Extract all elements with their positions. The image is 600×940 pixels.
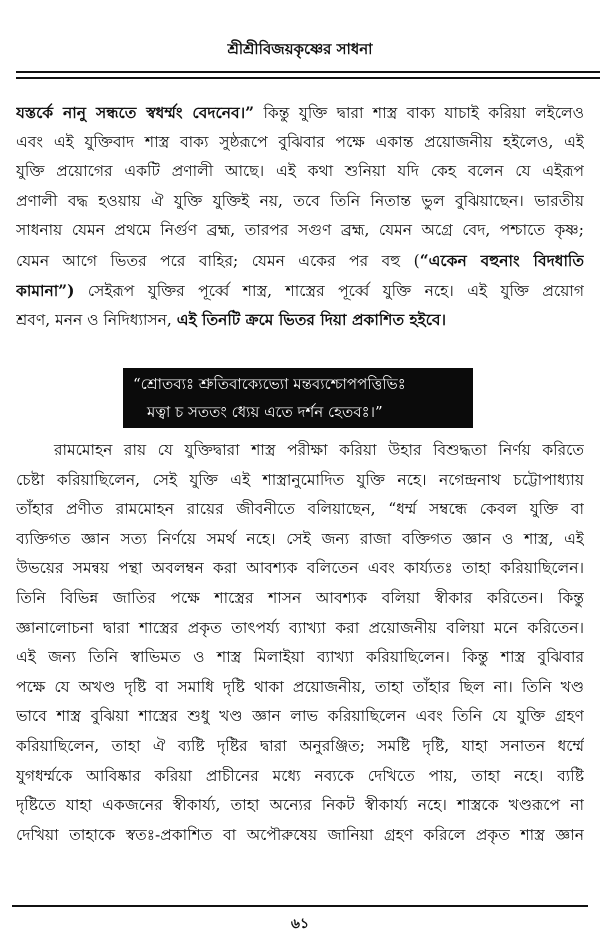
text-line: জ্ঞানালোচনা দ্বারা শাস্ত্রের প্রকৃত তাৎপর্য্য ব্যাখ্যা করা প্রয়োজনীয় বলিয়া মনে করিতেন।	[16, 618, 584, 637]
text-line: পক্ষে যে অখণ্ড দৃষ্টি বা সমাধি দৃষ্টি থাকা প্রয়োজনীয়, তাহা তাঁহার ছিল না। তিনি খণ্ড	[16, 677, 584, 696]
text-line: দৃষ্টিতে যাহা একজনের স্বীকার্য্য, তাহা অন্যের নিকট স্বীকার্য্য নহে। শাস্ত্রকে খণ্ডরূপে না	[16, 796, 584, 815]
header-rule-upper	[16, 71, 600, 73]
sanskrit-verse-box	[123, 368, 473, 428]
paragraph-2	[16, 436, 584, 850]
bold-sanskrit-quote: “একেন বহুনাং বিদধাতি	[419, 250, 584, 270]
bold-sanskrit-quote: কামানা”)	[16, 280, 75, 300]
text-line: করিয়াছিলেন, তাহা ঐ ব্যষ্টি দৃষ্টির দ্বারা অনুরঞ্জিত; সমষ্টি দৃষ্টি, যাহা সনাতন ধর্ম্মে	[16, 736, 584, 755]
text-line: সাধনায় যেমন প্রথমে নির্গুণ ব্রহ্ম, তারপর সগুণ ব্রহ্ম, যেমন অগ্রে বেদ, পশ্চাতে কৃষ্ণ;	[16, 221, 584, 240]
text-line: তিনি বিভিন্ন জাতির পক্ষে শাস্ত্রের শাসন আবশ্যক বলিয়া স্বীকার করিতেন। কিন্তু	[16, 588, 584, 607]
text-line: এই জন্য তিনি স্বাভিমত ও শাস্ত্র মিলাইয়া ব্যাখ্যা করিয়াছিলেন। কিন্তু শাস্ত্র বুঝিবার	[16, 648, 584, 667]
text-line: চেষ্টা করিয়াছিলেন, সেই যুক্তি এই শাস্ত্রানুমোদিত যুক্তি নহে। নগেন্দ্রনাথ চট্টোপাধ্যায়	[16, 470, 584, 489]
bold-sanskrit-quote: যস্তর্কে নানু সন্ধতে স্বধর্ম্মং বেদনেব।”	[16, 103, 255, 122]
footer-rule	[12, 905, 588, 907]
text-line: রামমোহন রায় যে যুক্তিদ্বারা শাস্ত্র পরীক্ষা করিয়া উহার বিশুদ্ধতা নির্ণয় করিতে	[54, 441, 584, 459]
page-number: ৬১	[290, 916, 310, 932]
text-line: এবং এই যুক্তিবাদ শাস্ত্র বাক্য সুষ্ঠরূপে বুঝিবার পক্ষে একান্ত প্রয়োজনীয় হইলেও, এই	[16, 132, 584, 151]
text-line: যুগধর্ম্মকে আবিষ্কার করিয়া প্রাচীনের মধ্যে নব্যকে দেখিতে পায়, তাহা নহে। ব্যষ্টি	[16, 766, 584, 785]
text-line: দেখিয়া তাহাকে স্বতঃ-প্রকাশিত বা অপৌরুষেয় জানিয়া গ্রহণ করিলে প্রকৃত শাস্ত্র জ্ঞান	[16, 825, 584, 844]
text-line: ভাবে শাস্ত্র বুঝিয়া শাস্ত্রের শুধু খণ্ড জ্ঞান লাভ করিয়াছিলেন এবং তিনি যে যুক্তি গ্রহণ	[16, 707, 584, 726]
text-line: প্রণালী বদ্ধ হওয়ায় ঐ যুক্তি যুক্তিই নয়, তবে তিনি নিতান্ত ভুল বুঝিয়াছেন। ভারতীয়	[16, 191, 584, 210]
text-line: উভয়ের সমন্বয় পন্থা অবলম্বন করা আবশ্যক বলিতেন এবং কার্য্যতঃ তাহা করিয়াছিলেন।	[16, 559, 584, 578]
header-rule-lower	[16, 77, 600, 79]
verse-line-2: মত্বা চ সততং ধ্যেয় এতে দর্শন হেতবঃ।”	[147, 403, 383, 421]
text-line: ব্যক্তিগত জ্ঞান সত্য নির্ণয়ে সমর্থ নহে। সেই জন্য রাজা বক্তিগত জ্ঞান ও শাস্ত্র, এই	[16, 529, 584, 548]
text-line: যস্তর্কে নানু সন্ধতে স্বধর্ম্মং বেদনেব।” কিন্তু যুক্তি দ্বারা শাস্ত্র বাক্য যাচাই করিয়া লইলেও	[16, 103, 584, 122]
text-line: যুক্তি প্রয়োগের একটি প্রণালী আছে। এই কথা শুনিয়া যদি কেহ বলেন যে এইরূপ	[16, 162, 584, 181]
bold-emphasis: এই তিনটি ক্রমে ভিতর দিয়া প্রকাশিত হইবে।	[176, 310, 447, 330]
text-line: যেমন আগে ভিতর পরে বাহির; যেমন একের পর বহু (“একেন বহুনাং বিদধাতি	[16, 250, 584, 270]
text-line: তাঁহার প্রণীত রামমোহন রায়ের জীবনীতে বলিয়াছেন, “ধর্ম্ম সম্বন্ধে কেবল যুক্তি বা	[16, 500, 584, 519]
running-header-title: শ্রীশ্রীবিজয়কৃষ্ণের সাধনা	[227, 40, 373, 58]
text-line: কামানা”) সেইরূপ যুক্তির পূর্ব্বে শাস্ত্র, শাস্ত্রের পূর্ব্বে যুক্তি নহে। এই যুক্তি প্রয়োগ	[16, 280, 584, 300]
paragraph-1	[16, 98, 584, 335]
text-line: শ্রবণ, মনন ও নিদিধ্যাসন, এই তিনটি ক্রমে ভিতর দিয়া প্রকাশিত হইবে।	[16, 310, 447, 330]
verse-line-1: “শ্রোতব্যঃ শ্রুতিবাক্যেভ্যো মন্তব্যশ্চোপপত্তিভিঃ	[133, 375, 406, 393]
